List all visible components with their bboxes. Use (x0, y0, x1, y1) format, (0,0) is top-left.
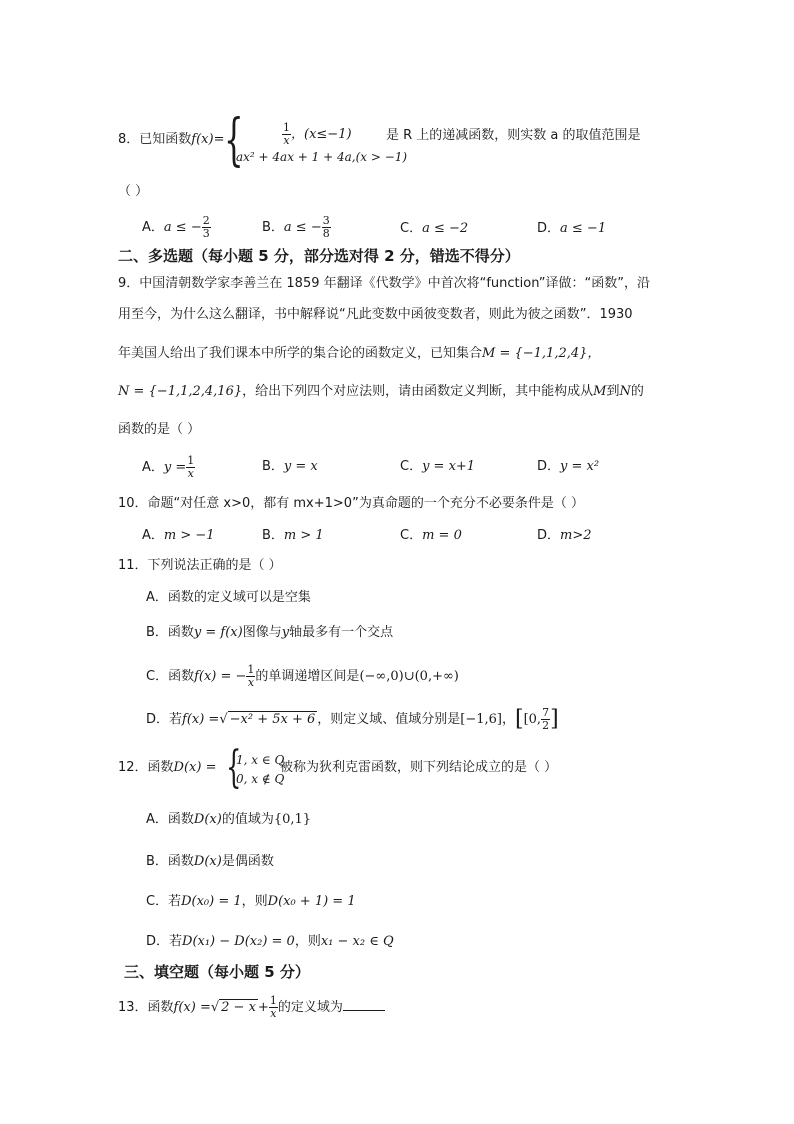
q12-option-d: D．若D(x₁) − D(x₂) = 0，则x₁ − x₂ ∈ Q (146, 934, 394, 949)
q12-option-c: C．若D(x₀) = 1，则D(x₀ + 1) = 1 (146, 894, 356, 909)
q9-line-4: N = {−1,1,2,4,16}，给出下列四个对应法则，请由函数定义判断，其中能构成从M到N的 (118, 384, 644, 399)
q11-stem: 11．下列说法正确的是（ ） (118, 558, 282, 573)
q12-piece-1: 1, x ∈ Q (236, 753, 285, 767)
q8-option-d: D．a ≤ −1 (537, 221, 607, 236)
q10-stem: 10．命题“对任意 x>0，都有 mx+1>0”为真命题的一个充分不必要条件是（ ） (118, 496, 584, 511)
q11-option-c: C．函数f(x) = − $\frac{1}{x}$ 的单调递增区间是(−∞,0)∪(0,+∞) (146, 663, 459, 689)
q9-option-c: C．y = x+1 (400, 459, 476, 474)
section-3-heading: 三、填空题（每小题 5 分） (124, 963, 310, 981)
q8-option-b: B．a ≤ − $\frac{3}{8}$ (262, 214, 330, 240)
q9-set-m: M = {−1,1,2,4}， (482, 346, 601, 361)
q9-option-a: A．y = $\frac{1}{x}$ (142, 454, 195, 480)
q9-line-2: 用至今，为什么这么翻译，书中解释说“凡此变数中函彼变数者，则此为彼之函数”．1930 (118, 307, 633, 322)
q8-piecewise-brace: { (224, 108, 244, 173)
q8-piece-2: ax² + 4ax + 1 + 4a,(x > −1) (236, 150, 408, 164)
q8-function-name: f(x)= (191, 132, 225, 147)
q12-tail: 被称为狄利克雷函数，则下列结论成立的是（ ） (280, 760, 558, 775)
q9-option-b: B．y = x (262, 459, 318, 474)
q12-option-b: B．函数D(x)是偶函数 (146, 854, 274, 869)
q9-line-3: 年美国人给出了我们课本中所学的集合论的函数定义，已知集合M = {−1,1,2,4}， (118, 346, 601, 361)
q12-piece-2: 0, x ∉ Q (236, 772, 285, 786)
q10-option-c: C．m = 0 (400, 528, 462, 543)
section-2-heading: 二、多选题（每小题 5 分，部分选对得 2 分，错选不得分） (118, 247, 520, 265)
q9-line-5: 函数的是（ ） (118, 422, 201, 437)
q12-number: 12．函数D(x) = (118, 760, 217, 775)
q9-set-n: N = {−1,1,2,4,16} (118, 384, 243, 399)
q13-answer-blank[interactable] (343, 998, 385, 1011)
q8-tail: 是 R 上的递减函数，则实数 a 的取值范围是 (386, 128, 641, 143)
q8-answer-paren: （ ） (118, 184, 149, 199)
q9-line-1: 9．中国清朝数学家李善兰在 1859 年翻译《代数学》中首次将“function”译做：“函数”，沿 (118, 276, 650, 291)
q10-option-d: D．m>2 (537, 528, 592, 543)
q8-option-a: A．a ≤ − $\frac{2}{3}$ (142, 214, 210, 240)
q12-piecewise-brace: { (226, 742, 242, 793)
q13-stem: 13．函数f(x) =√ 2 − x + $\frac{1}{x}$ 的定义域为 (118, 995, 385, 1020)
q8-number: 8．已知函数f(x)= (118, 132, 225, 147)
q10-option-b: B．m > 1 (262, 528, 324, 543)
q9-option-d: D．y = x² (537, 459, 600, 474)
q10-option-a: A．m > −1 (142, 528, 215, 543)
q11-option-b: B．函数y = f(x)图像与y轴最多有一个交点 (146, 625, 394, 640)
q12-option-a: A．函数D(x)的值域为{0,1} (146, 812, 312, 827)
q8-option-c: C．a ≤ −2 (400, 221, 469, 236)
q8-piece-1: $\frac{1}{x}$ ，(x≤−1) (283, 121, 352, 147)
q11-option-a: A．函数的定义域可以是空集 (146, 590, 311, 605)
q11-option-d: D．若f(x) =√ −x² + 5x + 6 ，则定义域、值域分别是[−1,6]，[[0, $\frac{7}{2}$ ] (146, 706, 559, 732)
